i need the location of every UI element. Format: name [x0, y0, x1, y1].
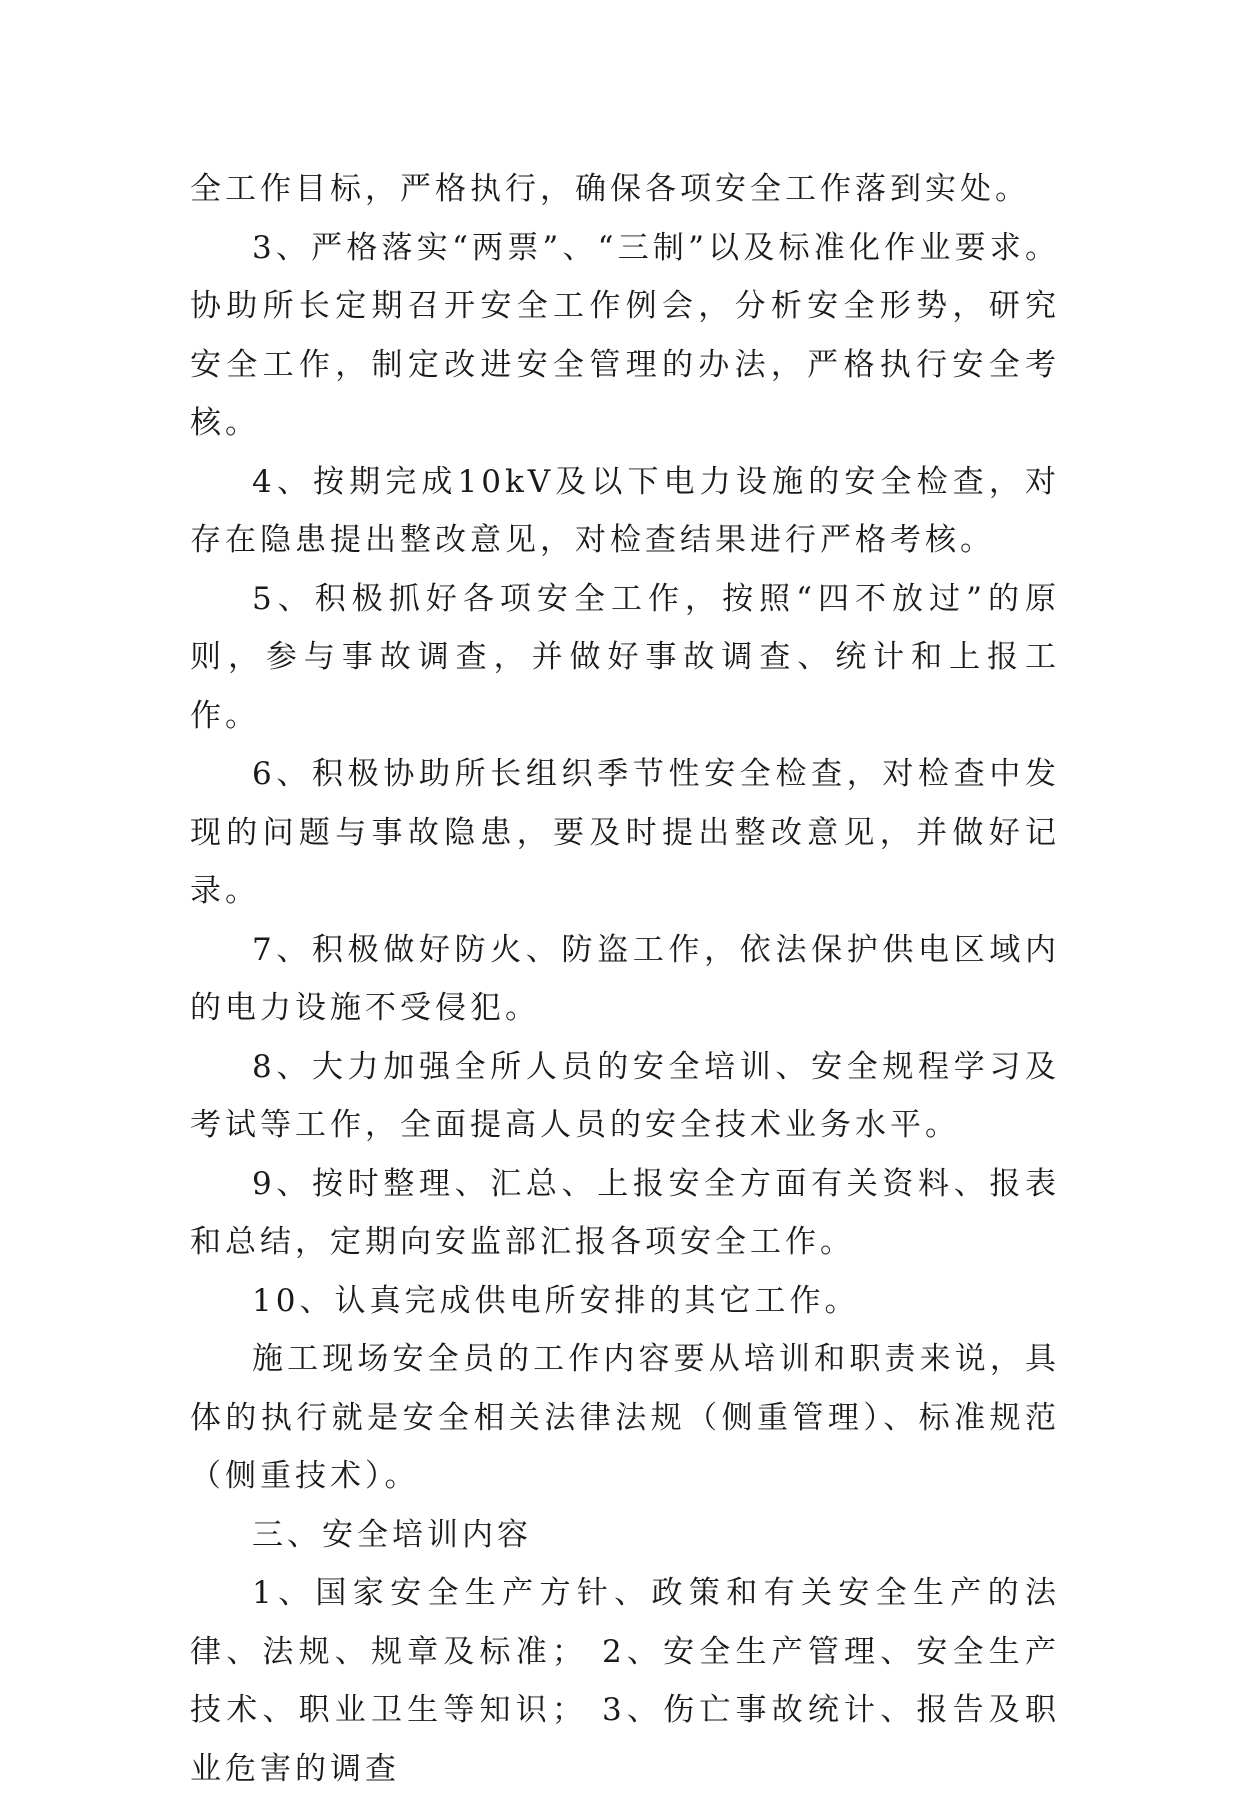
section-heading: 三、安全培训内容: [252, 1516, 532, 1553]
paragraph-4: 5、积极抓好各项安全工作，按照“四不放过”的原则，参与事故调查，并做好事故调查、统计和上报工作。: [190, 580, 1060, 734]
paragraph-3: 4、按期完成10kV及以下电力设施的安全检查，对存在隐患提出整改意见，对检查结果进行严格考核。: [190, 463, 1060, 558]
paragraph-2: 3、严格落实“两票”、“三制”以及标准化作业要求。协助所长定期召开安全工作例会，分析安全形势，研究安全工作，制定改进安全管理的办法，严格执行安全考核。: [190, 229, 1060, 441]
paragraph-7: 8、大力加强全所人员的安全培训、安全规程学习及考试等工作，全面提高人员的安全技术业务水平。: [190, 1048, 1060, 1143]
paragraph-9: 10、认真完成供电所安排的其它工作。: [252, 1282, 860, 1319]
paragraph-6: 7、积极做好防火、防盗工作，依法保护供电区域内的电力设施不受侵犯。: [190, 931, 1060, 1026]
paragraph-10: 施工现场安全员的工作内容要从培训和职责来说，具体的执行就是安全相关法律法规（侧重管理）、标准规范（侧重技术）。: [190, 1341, 1060, 1494]
document-body: [190, 160, 1060, 1798]
paragraph-1: 全工作目标，严格执行，确保各项安全工作落到实处。: [190, 171, 1030, 207]
paragraph-12: 1、国家安全生产方针、政策和有关安全生产的法律、法规、规章及标准； 2、安全生产管理、安全生产技术、职业卫生等知识； 3、伤亡事故统计、报告及职业危害的调查: [190, 1575, 1060, 1787]
paragraph-5: 6、积极协助所长组织季节性安全检查，对检查中发现的问题与事故隐患，要及时提出整改意见，并做好记录。: [190, 756, 1060, 909]
paragraph-8: 9、按时整理、汇总、上报安全方面有关资料、报表和总结，定期向安监部汇报各项安全工作。: [190, 1165, 1060, 1260]
